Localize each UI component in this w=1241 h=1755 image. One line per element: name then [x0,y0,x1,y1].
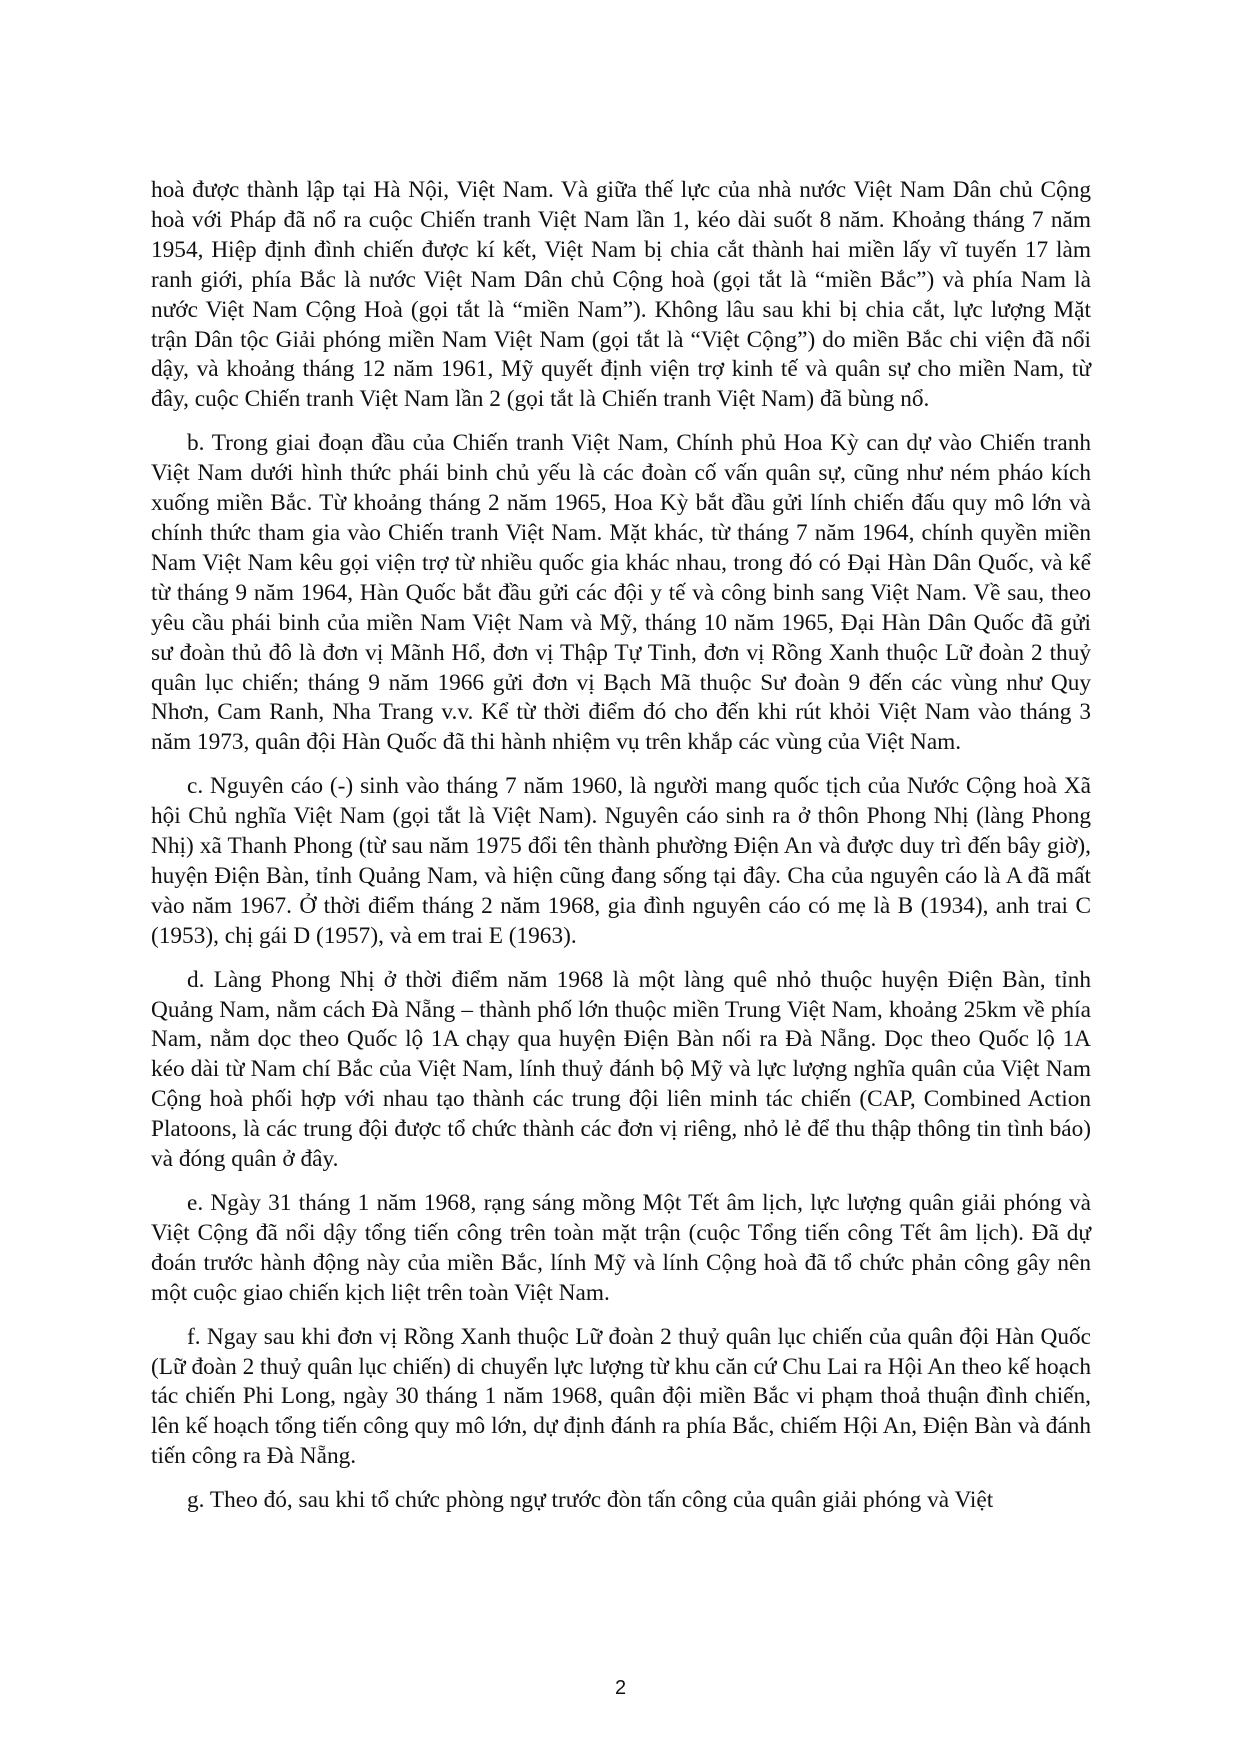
paragraph-d: d. Làng Phong Nhị ở thời điểm năm 1968 là một làng quê nhỏ thuộc huyện Điện Bàn, tỉnh Quảng Nam, nằm cách Đà Nẵng – thành phố lớn thuộc miền Trung Việt Nam, khoảng 25km về phía Nam, nằm dọc theo Quốc lộ 1A chạy qua huyện Điện Bàn nối ra Đà Nẵng. Dọc theo Quốc lộ 1A kéo dài từ Nam chí Bắc của Việt Nam, lính thuỷ đánh bộ Mỹ và lực lượng nghĩa quân của Việt Nam Cộng hoà phối hợp với nhau tạo thành các trung đội liên minh tác chiến (CAP, Combined Action Platoons, là các trung đội được tổ chức thành các đơn vị riêng, nhỏ lẻ để thu thập thông tin tình báo) và đóng quân ở đây. [151,966,1091,1173]
paragraph-continuation: hoà được thành lập tại Hà Nội, Việt Nam. Và giữa thế lực của nhà nước Việt Nam Dân chủ Cộng hoà với Pháp đã nổ ra cuộc Chiến tranh Việt Nam lần 1, kéo dài suốt 8 năm. Khoảng tháng 7 năm 1954, Hiệp định đình chiến được kí kết, Việt Nam bị chia cắt thành hai miền lấy vĩ tuyến 17 làm ranh giới, phía Bắc là nước Việt Nam Dân chủ Cộng hoà (gọi tắt là “miền Bắc”) và phía Nam là nước Việt Nam Cộng Hoà (gọi tắt là “miền Nam”). Không lâu sau khi bị chia cắt, lực lượng Mặt trận Dân tộc Giải phóng miền Nam Việt Nam (gọi tắt là “Việt Cộng”) do miền Bắc chi viện đã nổi dậy, và khoảng tháng 12 năm 1961, Mỹ quyết định viện trợ kinh tế và quân sự cho miền Nam, từ đây, cuộc Chiến tranh Việt Nam lần 2 (gọi tắt là Chiến tranh Việt Nam) đã bùng nổ. [151,177,1091,413]
paragraph-g: g. Theo đó, sau khi tổ chức phòng ngự trước đòn tấn công của quân giải phóng và Việt [187,1487,994,1514]
paragraph-b: b. Trong giai đoạn đầu của Chiến tranh Việt Nam, Chính phủ Hoa Kỳ can dự vào Chiến tranh Việt Nam dưới hình thức phái binh chủ yếu là các đoàn cố vấn quân sự, cũng như ném pháo kích xuống miền Bắc. Từ khoảng tháng 2 năm 1965, Hoa Kỳ bắt đầu gửi lính chiến đấu quy mô lớn và chính thức tham gia vào Chiến tranh Việt Nam. Mặt khác, từ tháng 7 năm 1964, chính quyền miền Nam Việt Nam kêu gọi viện trợ từ nhiều quốc gia khác nhau, trong đó có Đại Hàn Dân Quốc, và kể từ tháng 9 năm 1964, Hàn Quốc bắt đầu gửi các đội y tế và công binh sang Việt Nam. Về sau, theo yêu cầu phái binh của miền Nam Việt Nam và Mỹ, tháng 10 năm 1965, Đại Hàn Dân Quốc đã gửi sư đoàn thủ đô là đơn vị Mãnh Hổ, đơn vị Thập Tự Tinh, đơn vị Rồng Xanh thuộc Lữ đoàn 2 thuỷ quân lục chiến; tháng 9 năm 1966 gửi đơn vị Bạch Mã thuộc Sư đoàn 9 đến các vùng như Quy Nhơn, Cam Ranh, Nha Trang v.v. Kể từ thời điểm đó cho đến khi rút khỏi Việt Nam vào tháng 3 năm 1973, quân đội Hàn Quốc đã thi hành nhiệm vụ trên khắp các vùng của Việt Nam. [151,430,1091,756]
page-number: 2 [614,1677,627,1699]
paragraph-c: c. Nguyên cáo (-) sinh vào tháng 7 năm 1960, là người mang quốc tịch của Nước Cộng hoà Xã hội Chủ nghĩa Việt Nam (gọi tắt là Việt Nam). Nguyên cáo sinh ra ở thôn Phong Nhị (làng Phong Nhị) xã Thanh Phong (từ sau năm 1975 đổi tên thành phường Điện An và được duy trì đến bây giờ), huyện Điện Bàn, tỉnh Quảng Nam, và hiện cũng đang sống tại đây. Cha của nguyên cáo là A đã mất vào năm 1967. Ở thời điểm tháng 2 năm 1968, gia đình nguyên cáo có mẹ là B (1934), anh trai C (1953), chị gái D (1957), và em trai E (1963). [151,773,1091,949]
paragraph-f: f. Ngay sau khi đơn vị Rồng Xanh thuộc Lữ đoàn 2 thuỷ quân lục chiến của quân đội Hàn Quốc (Lữ đoàn 2 thuỷ quân lục chiến) di chuyển lực lượng từ khu căn cứ Chu Lai ra Hội An theo kế hoạch tác chiến Phi Long, ngày 30 tháng 1 năm 1968, quân đội miền Bắc vi phạm thoả thuận đình chiến, lên kế hoạch tổng tiến công quy mô lớn, dự định đánh ra phía Bắc, chiếm Hội An, Điện Bàn và đánh tiến công ra Đà Nẵng. [151,1323,1091,1470]
paragraph-e: e. Ngày 31 tháng 1 năm 1968, rạng sáng mồng Một Tết âm lịch, lực lượng quân giải phóng và Việt Cộng đã nổi dậy tổng tiến công trên toàn mặt trận (cuộc Tổng tiến công Tết âm lịch). Đã dự đoán trước hành động này của miền Bắc, lính Mỹ và lính Cộng hoà đã tổ chức phản công gây nên một cuộc giao chiến kịch liệt trên toàn Việt Nam. [151,1190,1091,1306]
